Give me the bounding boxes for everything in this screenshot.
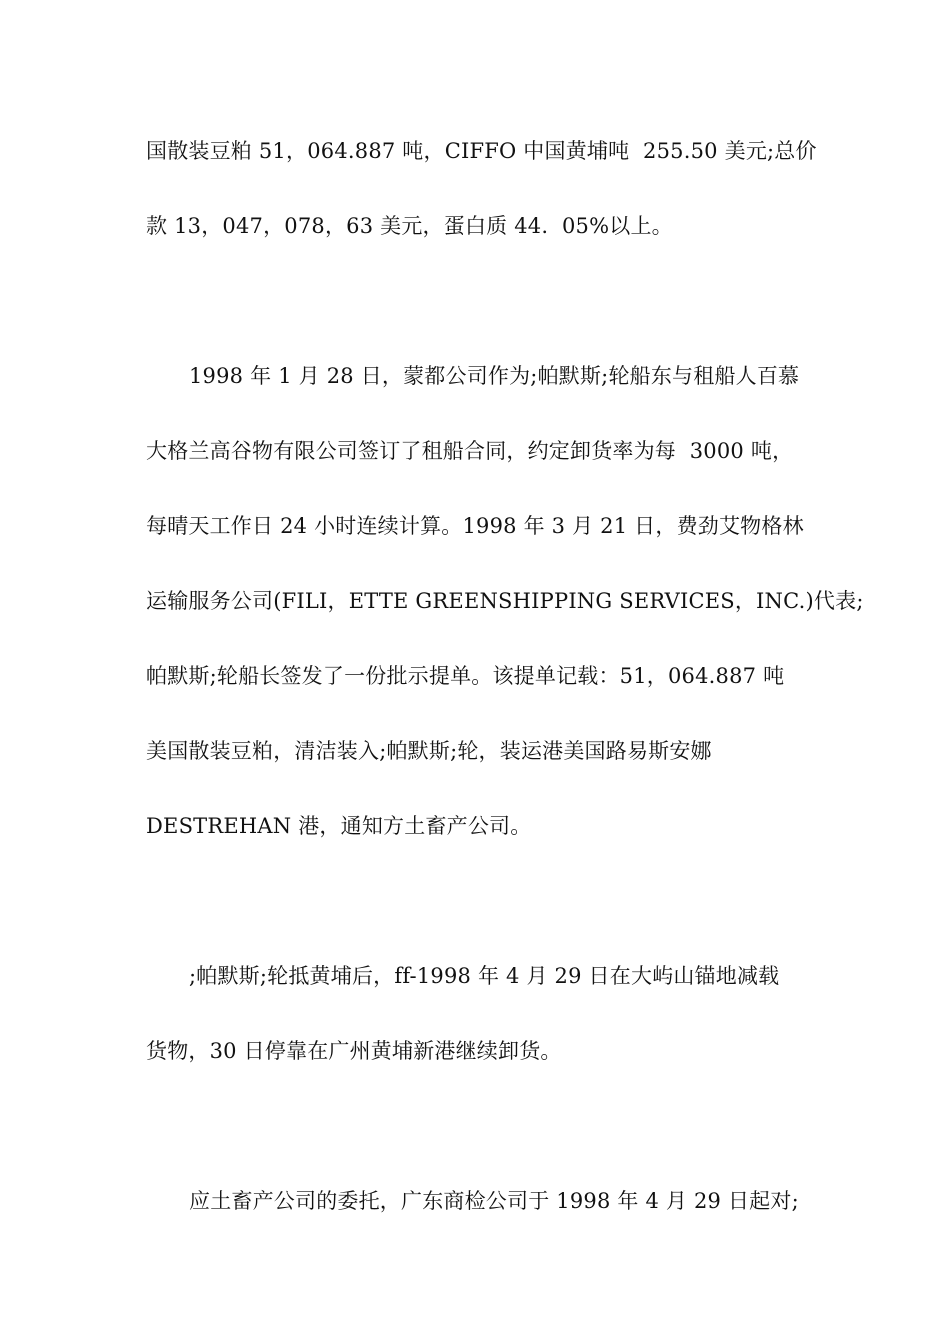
text-line: 货物，30 日停靠在广州黄埔新港继续卸货。 [146,1039,562,1063]
text-line: 帕默斯;轮船长签发了一份批示提单。该提单记载：51，064.887 吨 [146,664,785,688]
text-line: 每晴天工作日 24 小时连续计算。1998 年 3 月 21 日，费劲艾物格林 [146,514,804,538]
text-line: 大格兰高谷物有限公司签订了租船合同，约定卸货率为每 3000 吨， [146,439,794,463]
text-line: 运输服务公司(FILI，ETTE GREENSHIPPING SERVICES，INC.)代表; [146,589,864,613]
text-line: 款 13，047，078，63 美元，蛋白质 44. 05%以上。 [146,214,673,238]
text-line: 1998 年 1 月 28 日，蒙都公司作为;帕默斯;轮船东与租船人百慕 [189,364,800,388]
text-line: DESTREHAN 港，通知方土畜产公司。 [146,814,532,838]
text-line: 国散装豆粕 51，064.887 吨，CIFFO 中国黄埔吨 255.50 美元;总价 [146,139,817,163]
text-line: 美国散装豆粕，清洁装入;帕默斯;轮，装运港美国路易斯安娜 [146,739,712,763]
text-line: 应土畜产公司的委托，广东商检公司于 1998 年 4 月 29 日起对; [189,1189,799,1213]
text-line: ;帕默斯;轮抵黄埔后，ff-1998 年 4 月 29 日在大屿山锚地减载 [189,964,780,988]
